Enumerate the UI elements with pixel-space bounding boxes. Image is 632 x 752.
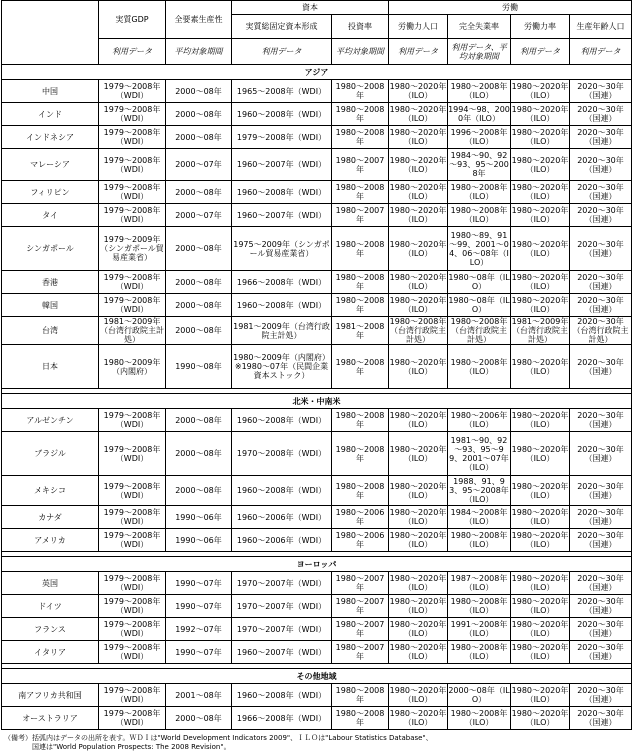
header-sub: 利用データ — [570, 39, 632, 65]
header-labor-col: 完全失業率 — [448, 15, 511, 39]
data-cell: 1980～2020年（ILO） — [511, 126, 570, 149]
data-cell: 1979～2008年（WDI） — [99, 294, 166, 317]
data-cell: 1980～2008年（ILO） — [448, 345, 511, 389]
data-cell: 2000～08年 — [166, 80, 232, 103]
data-cell: 1980～2008年 — [332, 476, 389, 506]
data-cell: 1980～2020年（ILO） — [389, 409, 448, 432]
header-sub: 利用データ、平均対象期間 — [448, 39, 511, 65]
data-cell: 1980～2020年（ILO） — [511, 572, 570, 595]
data-cell: 1990～07年 — [166, 572, 232, 595]
data-cell: 2000～08年 — [166, 409, 232, 432]
data-cell: 1980～2020年（ILO） — [511, 707, 570, 730]
data-cell: 1980～2020年（ILO） — [511, 271, 570, 294]
data-cell: 2000～08年 — [166, 294, 232, 317]
table-row — [2, 181, 632, 204]
data-cell: 2020～30年（国連） — [570, 204, 632, 227]
country-name: フランス — [2, 618, 99, 641]
data-cell: 1980～2020年（ILO） — [389, 80, 448, 103]
data-cell: 1979～2008年（WDI） — [99, 80, 166, 103]
footnote — [4, 734, 632, 752]
data-cell: 1980～2008年（ILO） — [448, 80, 511, 103]
table-row — [2, 149, 632, 181]
country-name: フィリピン — [2, 181, 99, 204]
data-cell: 2000～08年 — [166, 317, 232, 345]
data-cell: 1988、91、93、95～2008年（ILO） — [449, 477, 509, 504]
data-cell: 2000～08年 — [166, 181, 232, 204]
footnote-line: 国連は"World Population Prospects: The 2008 Revision"。 — [32, 743, 231, 751]
table-row — [2, 506, 632, 529]
header-labor-col: 労働力人口 — [389, 15, 448, 39]
data-cell: 2020～30年（国連） — [570, 595, 632, 618]
country-name: メキシコ — [2, 476, 99, 506]
data-cell: 2020～30年（国連） — [570, 618, 632, 641]
data-cell: 2020～30年（国連） — [570, 409, 632, 432]
data-cell: 1980～2008年（ILO） — [448, 641, 511, 664]
data-cell: 1980～2008年 — [332, 227, 389, 271]
table-row — [2, 126, 632, 149]
data-cell: 1980～2020年（ILO） — [389, 529, 448, 552]
data-cell: 1980～2008年（ILO） — [448, 529, 511, 552]
data-cell: 2020～30年（国連） — [570, 641, 632, 664]
data-cell: 1980～2008年（ILO） — [448, 707, 511, 730]
data-cell: 1960～2007年（WDI） — [232, 641, 332, 664]
data-cell: 1970～2007年（WDI） — [232, 595, 332, 618]
country-name: イタリア — [2, 641, 99, 664]
data-cell: 2020～30年（国連） — [570, 572, 632, 595]
data-cell: 1980～2006年 — [332, 529, 389, 552]
data-cell: 2020～30年（国連） — [570, 181, 632, 204]
data-cell: 1979～2008年（WDI） — [99, 103, 166, 126]
header-labor-col: 生産年齢人口 — [570, 15, 632, 39]
data-cell: 2020～30年（台湾行政院主計処） — [570, 317, 632, 345]
data-cell: 1980～2020年（ILO） — [389, 506, 448, 529]
data-cell: 2020～30年（国連） — [570, 707, 632, 730]
data-cell: 1980～2020年（ILO） — [389, 707, 448, 730]
data-cell: 2001～08年 — [166, 684, 232, 707]
data-cell: 1980～2020年（ILO） — [511, 684, 570, 707]
header-capital-col: 実質総固定資本形成 — [232, 15, 332, 39]
country-name: アルゼンチン — [2, 409, 99, 432]
data-cell: 1980～2008年 — [332, 409, 389, 432]
data-cell: 2000～08年 — [166, 271, 232, 294]
data-cell: 1980～2020年（ILO） — [511, 181, 570, 204]
table-row — [2, 80, 632, 103]
data-cell: 1980～2020年（ILO） — [389, 126, 448, 149]
data-cell: 1990～07年 — [166, 641, 232, 664]
data-cell: 1979～2008年（WDI） — [99, 684, 166, 707]
data-cell: 1980～2020年（ILO） — [389, 572, 448, 595]
data-cell: 2020～30年（国連） — [570, 684, 632, 707]
country-name: アメリカ — [2, 529, 99, 552]
data-cell: 1966～2008年（WDI） — [232, 707, 332, 730]
data-cell: 1979～2008年（WDI） — [99, 572, 166, 595]
data-cell: 1979～2008年（WDI） — [232, 126, 332, 149]
data-cell: 1980～2020年（ILO） — [511, 294, 570, 317]
table-row — [2, 204, 632, 227]
data-cell: 1980～2008年（台湾行政院主計処） — [389, 317, 447, 344]
data-cell: 1979～2008年（WDI） — [99, 149, 166, 181]
country-name: 台湾 — [2, 317, 99, 345]
country-name: ブラジル — [2, 432, 99, 476]
data-cell: 1979～2008年（WDI） — [99, 506, 166, 529]
table-row — [2, 595, 632, 618]
data-cell: 1980～2007年 — [332, 572, 389, 595]
data-cell: 1979～2008年（WDI） — [99, 476, 166, 506]
data-cell: 1980～2008年（ILO） — [448, 204, 511, 227]
data-cell: 1991～2008年（ILO） — [448, 618, 511, 641]
table-row — [2, 529, 632, 552]
data-cell: 1994～98、2000年（ILO） — [448, 103, 511, 126]
data-cell: 2020～30年（国連） — [570, 103, 632, 126]
data-cell: 2000～07年 — [166, 204, 232, 227]
data-cell: 1980～2020年（ILO） — [511, 595, 570, 618]
data-cell: 1980～2008年 — [332, 684, 389, 707]
data-cell: 2000～08年 — [166, 103, 232, 126]
table-row — [2, 227, 632, 271]
data-cell: 1960～2008年（WDI） — [232, 409, 332, 432]
country-name: マレーシア — [2, 149, 99, 181]
country-name: 香港 — [2, 271, 99, 294]
data-cell: 1980～2020年（ILO） — [511, 529, 570, 552]
header-sub: 平均対象期間 — [166, 39, 232, 65]
table-row — [2, 572, 632, 595]
data-cell: 1975～2009年（シンガポール貿易産業省） — [232, 227, 332, 271]
data-cell: 1980～2020年（ILO） — [511, 80, 570, 103]
data-cell: 1980～2020年（ILO） — [511, 409, 570, 432]
data-cell: 1980～2020年（ILO） — [511, 506, 570, 529]
table-row — [2, 432, 632, 476]
data-cell: 1970～2008年（WDI） — [232, 432, 332, 476]
data-cell: 1980～2020年（ILO） — [389, 618, 448, 641]
table-row — [2, 294, 632, 317]
header-capital: 資本 — [232, 1, 389, 15]
data-cell: 1980～2020年（ILO） — [511, 149, 570, 181]
data-cell: 2000～08年 — [166, 227, 232, 271]
data-cell: 1980～2008年 — [332, 80, 389, 103]
data-cell: 2020～30年（国連） — [570, 345, 632, 389]
data-cell: 1990～06年 — [166, 529, 232, 552]
data-cell: 1980～2020年（ILO） — [511, 476, 570, 506]
data-cell: 1960～2008年（WDI） — [232, 103, 332, 126]
data-cell: 1980～2008年 — [332, 271, 389, 294]
data-cell: 1980～2020年（ILO） — [389, 271, 448, 294]
header-sub: 利用データ — [389, 39, 448, 65]
data-cell: 2020～30年（国連） — [570, 529, 632, 552]
country-name: 韓国 — [2, 294, 99, 317]
country-name: タイ — [2, 204, 99, 227]
data-cell: 2000～08年 — [166, 126, 232, 149]
data-cell: 1980～2008年 — [332, 432, 389, 476]
data-table — [1, 0, 632, 730]
data-cell: 1979～2008年（WDI） — [99, 618, 166, 641]
data-cell: 1980～2008年（ILO） — [448, 181, 511, 204]
data-cell: 1980～2020年（ILO） — [511, 432, 570, 476]
data-cell: 1981～2009年（台湾行政院主計処） — [100, 317, 164, 344]
country-name: カナダ — [2, 506, 99, 529]
data-cell: 1980～2020年（ILO） — [389, 294, 448, 317]
data-cell: 1980～2020年（ILO） — [389, 432, 448, 476]
table-row — [2, 476, 632, 506]
data-cell: 1980～2020年（ILO） — [389, 181, 448, 204]
data-cell: 1996～2008年（ILO） — [448, 126, 511, 149]
data-cell: 1981～90、92～93、95～99、2001～07年（ILO） — [448, 432, 511, 476]
table-row — [2, 345, 632, 389]
data-cell: 1990～07年 — [166, 595, 232, 618]
data-cell: 1980～89、91～99、2001～04、06～08年（ILO） — [448, 227, 511, 271]
data-cell: 1990～08年 — [166, 345, 232, 389]
data-cell: 1980～2020年（ILO） — [389, 204, 448, 227]
data-cell: 1966～2008年（WDI） — [232, 271, 332, 294]
corner-cell — [2, 1, 99, 65]
table-row — [2, 684, 632, 707]
header-labor: 労働 — [389, 1, 632, 15]
data-cell: 1980～2020年（ILO） — [511, 345, 570, 389]
data-cell: 1980～2007年 — [332, 618, 389, 641]
data-cell: 2020～30年（国連） — [570, 271, 632, 294]
data-cell: 1960～2008年（WDI） — [232, 476, 332, 506]
region-heading: ヨーロッパ — [2, 557, 632, 572]
data-cell: 1960～2006年（WDI） — [232, 506, 332, 529]
data-cell: 2000～08年 — [166, 432, 232, 476]
data-cell: 1980～2020年（ILO） — [511, 103, 570, 126]
data-cell: 1980～2020年（ILO） — [389, 227, 448, 271]
header-sub: 平均対象期間 — [332, 39, 389, 65]
data-cell: 1980～2020年（ILO） — [389, 595, 448, 618]
footnote-line: （備考）括弧内はデータの出所を表す。ＷＤＩは"World Development Indicators 2009"、ＩＬＯは"Labour Statistics Database"、 — [4, 734, 433, 742]
table-row — [2, 317, 632, 345]
data-cell: 1984～90、92～93、95～2008年 — [448, 149, 511, 181]
data-cell: 1960～2008年（WDI） — [232, 294, 332, 317]
data-cell: 1979～2008年（WDI） — [99, 271, 166, 294]
data-cell: 2020～30年（国連） — [570, 476, 632, 506]
data-cell: 2020～30年（国連） — [570, 126, 632, 149]
data-cell: 1980～2020年（ILO） — [511, 618, 570, 641]
region-heading: アジア — [2, 65, 632, 80]
header-tfp: 全要素生産性 — [166, 1, 232, 39]
data-cell: 1979～2008年（WDI） — [99, 204, 166, 227]
data-cell: 1980～2008年 — [332, 103, 389, 126]
table-row — [2, 707, 632, 730]
table-row — [2, 618, 632, 641]
header-gdp: 実質GDP — [99, 1, 166, 39]
header-labor-col: 労働力率 — [511, 15, 570, 39]
data-cell: 1981～2008年 — [332, 317, 389, 345]
data-cell: 1970～2007年（WDI） — [232, 572, 332, 595]
country-name: インド — [2, 103, 99, 126]
data-cell: 1980～2008年（台湾行政院主計処） — [448, 317, 511, 345]
table-row — [2, 103, 632, 126]
data-cell: 1980～2020年（ILO） — [389, 103, 448, 126]
region-heading: その他地域 — [2, 669, 632, 684]
data-cell: 1992～07年 — [166, 618, 232, 641]
data-cell: 1980～2007年 — [332, 641, 389, 664]
data-cell: 1980～2020年（ILO） — [389, 476, 448, 506]
data-cell: 1980～08年（ILO） — [448, 294, 511, 317]
region-heading: 北米・中南米 — [2, 394, 632, 409]
country-name: オーストラリア — [2, 707, 99, 730]
table-row — [2, 271, 632, 294]
data-cell: 1970～2007年（WDI） — [232, 618, 332, 641]
country-name: ドイツ — [2, 595, 99, 618]
data-cell: 2020～30年（国連） — [570, 80, 632, 103]
header-sub: 利用データ — [99, 39, 166, 65]
data-cell: 1965～2008年（WDI） — [232, 80, 332, 103]
data-cell: 1980～2020年（ILO） — [511, 204, 570, 227]
data-cell: 1979～2008年（WDI） — [99, 432, 166, 476]
data-cell: 1980～2006年 — [332, 506, 389, 529]
data-cell: 1980～2007年 — [332, 595, 389, 618]
country-name: インドネシア — [2, 126, 99, 149]
data-cell: 1960～2007年（WDI） — [232, 204, 332, 227]
header-sub: 利用データ — [232, 39, 332, 65]
data-cell: 1979～2008年（WDI） — [99, 126, 166, 149]
data-cell: 2000～08年 — [166, 476, 232, 506]
data-cell: 2000～08年（ILO） — [448, 684, 511, 707]
data-cell: 1960～2006年（WDI） — [232, 529, 332, 552]
country-name: シンガポール — [2, 227, 99, 271]
data-cell: 1980～2008年 — [332, 707, 389, 730]
data-cell: 1960～2008年（WDI） — [232, 181, 332, 204]
data-cell: 1980～2020年（ILO） — [511, 641, 570, 664]
data-cell: 1980～2020年（ILO） — [389, 641, 448, 664]
data-cell: 1979～2008年（WDI） — [99, 529, 166, 552]
table-row — [2, 641, 632, 664]
data-cell: 1980～2009年（内閣府） — [99, 345, 166, 389]
data-cell: 1979～2008年（WDI） — [99, 181, 166, 204]
data-cell: 2020～30年（国連） — [570, 432, 632, 476]
data-cell: 1979～2008年（WDI） — [99, 595, 166, 618]
data-cell: 2020～30年（国連） — [570, 227, 632, 271]
data-cell: 1980～2008年 — [332, 345, 389, 389]
data-cell: 2000～07年 — [166, 149, 232, 181]
data-cell: 1960～2007年（WDI） — [232, 149, 332, 181]
country-name: 南アフリカ共和国 — [2, 684, 99, 707]
data-cell: 1980～2007年 — [332, 149, 389, 181]
data-cell: 1980～2020年（ILO） — [511, 227, 570, 271]
data-cell: 2020～30年（国連） — [570, 294, 632, 317]
data-cell: 1981～2009年（台湾行政院主計処） — [511, 317, 569, 344]
data-cell: 1979～2008年（WDI） — [99, 641, 166, 664]
data-cell: 1980～2009年（内閣府）※1980～07年（民間企業資本ストック） — [232, 345, 332, 389]
country-name: 中国 — [2, 80, 99, 103]
header-capital-col: 投資率 — [332, 15, 389, 39]
data-cell: 1979～2008年（WDI） — [99, 707, 166, 730]
data-cell: 1980～2006年（ILO） — [448, 409, 511, 432]
data-cell: 2000～08年 — [166, 707, 232, 730]
data-cell: 1981～2009年（台湾行政院主計処） — [232, 317, 332, 345]
header-sub: 利用データ — [511, 39, 570, 65]
data-cell: 1984～2008年（ILO） — [448, 506, 511, 529]
country-name: 英国 — [2, 572, 99, 595]
data-cell: 1980～2007年 — [332, 204, 389, 227]
data-cell: 2020～30年（国連） — [570, 506, 632, 529]
data-cell: 1980～2008年（ILO） — [448, 595, 511, 618]
data-cell: 2020～30年（国連） — [570, 149, 632, 181]
country-name: 日本 — [2, 345, 99, 389]
table-row — [2, 409, 632, 432]
data-cell: 1980～2020年（ILO） — [389, 684, 448, 707]
data-cell: 1980～2008年 — [332, 126, 389, 149]
data-cell: 1990～06年 — [166, 506, 232, 529]
data-cell: 1979～2008年（WDI） — [99, 409, 166, 432]
data-cell: 1960～2008年（WDI） — [232, 684, 332, 707]
data-cell: 1980～08年（ILO） — [448, 271, 511, 294]
data-cell: 1987～2008年（ILO） — [448, 572, 511, 595]
data-cell: 1980～2008年 — [332, 181, 389, 204]
data-cell: 1980～2020年（ILO） — [389, 345, 448, 389]
data-cell: 1980～2008年 — [332, 294, 389, 317]
data-cell: 1980～2020年（ILO） — [389, 149, 448, 181]
data-cell: 1979～2009年（シンガポール貿易産業省） — [99, 227, 166, 271]
